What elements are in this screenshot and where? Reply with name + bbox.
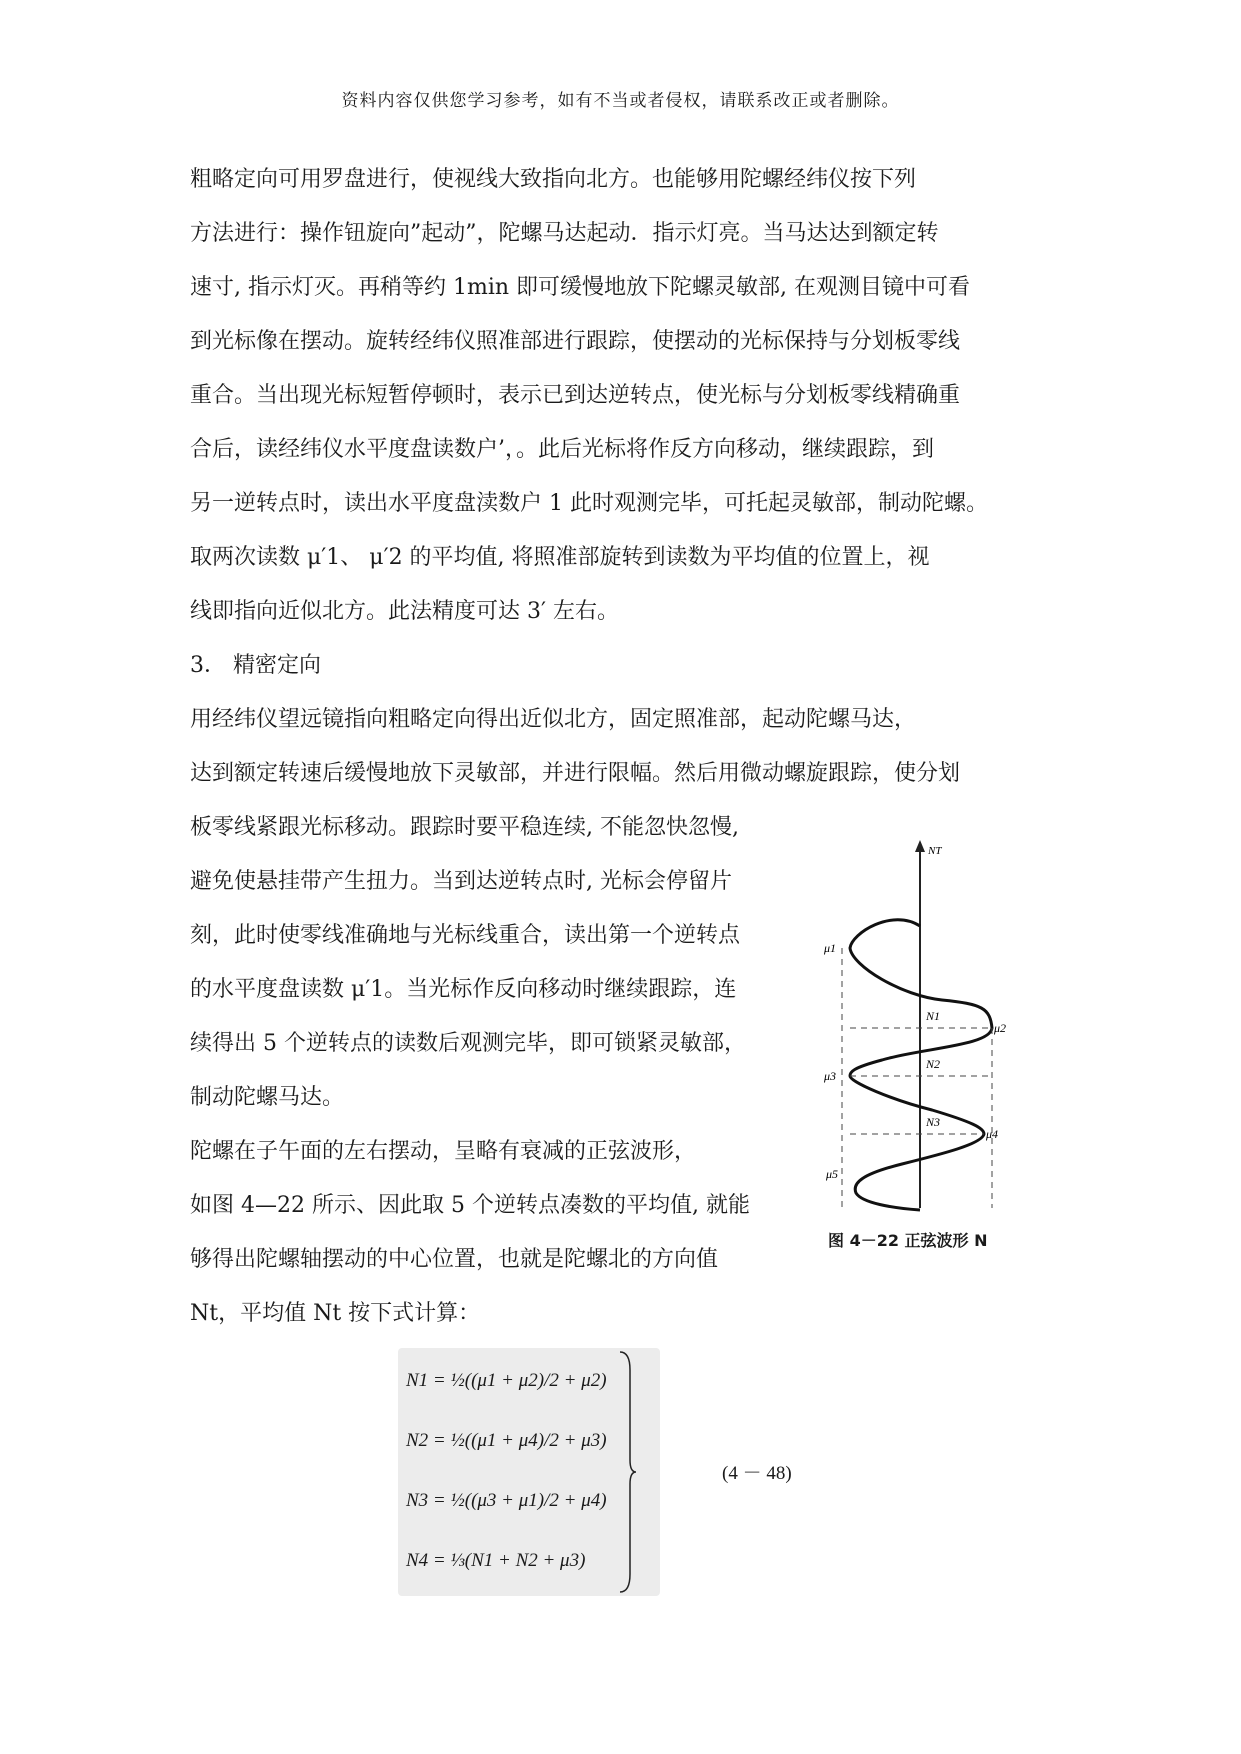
text-line: 刻，此时使零线准确地与光标线重合，读出第一个逆转点 (190, 923, 741, 948)
text-line: 板零线紧跟光标移动。跟踪时要平稳连续, 不能忽快忽慢, (190, 815, 739, 840)
text-line: 另一逆转点时，读出水平度盘渎数户 1 此时观测完毕，可托起灵敏部，制动陀螺。 (190, 491, 988, 516)
label-n1: N1 (926, 1009, 941, 1023)
page-header-notice: 资料内容仅供您学习参考，如有不当或者侵权，请联系改正或者删除。 (341, 91, 900, 111)
section-heading: 3． 精密定向 (190, 653, 321, 678)
text-line: 如图 4—22 所示、因此取 5 个逆转点凑数的平均值, 就能 (190, 1193, 750, 1218)
axis-label: NT (928, 845, 942, 857)
equation-3: N3 = ½((μ3 + μ1)/2 + μ4) (406, 1490, 607, 1511)
text-line: 用经纬仪望远镜指向粗略定向得出近似北方，固定照准部，起动陀螺马达， (190, 707, 917, 732)
equation-number: (4 － 48) (722, 1463, 792, 1484)
text-line: 陀螺在子午面的左右摆动，呈略有衰减的正弦波形， (190, 1139, 697, 1164)
text-line: 制动陀螺马达。 (190, 1085, 345, 1110)
text-line: 线即指向近似北方。此法精度可达 3′ 左右。 (190, 599, 619, 624)
sine-wave-figure (822, 838, 1042, 1238)
dashed-guides (842, 948, 992, 1208)
text-line: Nt，平均值 Nt 按下式计算： (190, 1301, 481, 1326)
label-n3: N3 (926, 1115, 941, 1129)
equation-2: N2 = ½((μ1 + μ4)/2 + μ3) (406, 1430, 607, 1451)
text-line: 够得出陀螺轴摆动的中心位置，也就是陀螺北的方向值 (190, 1247, 719, 1272)
figure-caption: 图 4－22 正弦波形 N (828, 1231, 988, 1250)
text-line: 取两次读数 μ′1、 μ′2 的平均值, 将照准部旋转到读数为平均值的位置上，视 (190, 545, 930, 570)
formula-brace (618, 1350, 638, 1594)
label-mu2: μ2 (994, 1021, 1007, 1035)
label-mu3: μ3 (824, 1069, 837, 1083)
axis-arrow-icon (915, 840, 925, 852)
text-line: 合后，读经纬仪水平度盘读数户’，。此后光标将作反方向移动，继续跟踪，到 (190, 437, 934, 462)
equation-4: N4 = ⅓(N1 + N2 + μ3) (406, 1550, 586, 1571)
text-line: 重合。当出现光标短暂停顿时，表示已到达逆转点，使光标与分划板零线精确重 (190, 383, 961, 408)
label-n2: N2 (926, 1057, 941, 1071)
text-line: 续得出 5 个逆转点的读数后观测完毕，即可锁紧灵敏部， (190, 1031, 746, 1056)
text-line: 到光标像在摆动。旋转经纬仪照准部进行跟踪，使摆动的光标保持与分划板零线 (190, 329, 961, 354)
label-mu1: μ1 (824, 941, 837, 955)
text-line: 方法进行：操作钮旋向”起动”，陀螺马达起动．指示灯亮。当马达达到额定转 (190, 221, 939, 246)
equation-1: N1 = ½((μ1 + μ2)/2 + μ2) (406, 1370, 607, 1391)
label-mu5: μ5 (826, 1167, 839, 1181)
text-line: 避免使悬挂带产生扭力。当到达逆转点时, 光标会停留片 (190, 869, 732, 894)
text-line: 的水平度盘读数 μ′1。当光标作反向移动时继续跟踪，连 (190, 977, 737, 1002)
text-line: 粗略定向可用罗盘进行，使视线大致指向北方。也能够用陀螺经纬仪按下列 (190, 167, 917, 192)
text-line: 速寸, 指示灯灭。再稍等约 1min 即可缓慢地放下陀螺灵敏部, 在观测目镜中可看 (190, 275, 971, 300)
label-mu4: μ4 (986, 1127, 999, 1141)
text-line: 达到额定转速后缓慢地放下灵敏部，并进行限幅。然后用微动螺旋跟踪，使分划 (190, 761, 961, 786)
